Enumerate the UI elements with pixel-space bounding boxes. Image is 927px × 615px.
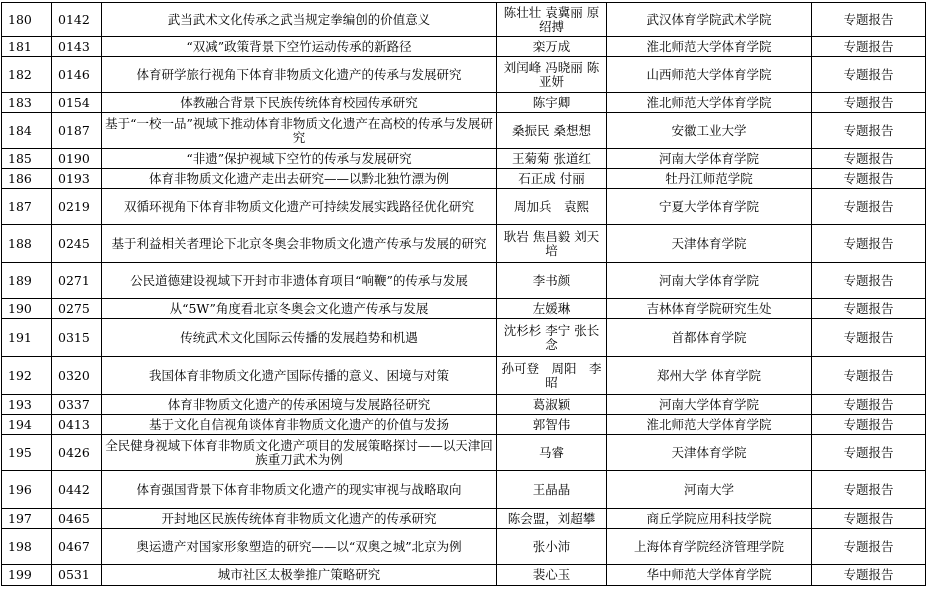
table-row xyxy=(2,169,926,189)
paper-authors: 周加兵 袁熙 xyxy=(497,189,607,225)
table-row xyxy=(2,529,926,565)
paper-authors: 耿岩 焦昌毅 刘天培 xyxy=(497,225,607,263)
paper-authors: 张小沛 xyxy=(497,529,607,565)
paper-code: 0320 xyxy=(52,357,102,395)
row-number: 182 xyxy=(2,57,52,93)
paper-code: 0142 xyxy=(52,3,102,37)
paper-code: 0442 xyxy=(52,471,102,509)
paper-affiliation: 河南大学 xyxy=(607,471,812,509)
table-row xyxy=(2,509,926,529)
report-type: 专题报告 xyxy=(812,415,926,435)
row-number: 196 xyxy=(2,471,52,509)
paper-code: 0193 xyxy=(52,169,102,189)
paper-list-table xyxy=(1,2,926,586)
report-type: 专题报告 xyxy=(812,113,926,149)
paper-affiliation: 宁夏大学体育学院 xyxy=(607,189,812,225)
row-number: 193 xyxy=(2,395,52,415)
paper-title: “双减”政策背景下空竹运动传承的新路径 xyxy=(102,37,497,57)
paper-authors: 刘闰峰 冯晓丽 陈亚妍 xyxy=(497,57,607,93)
paper-affiliation: 华中师范大学体育学院 xyxy=(607,565,812,586)
paper-code: 0245 xyxy=(52,225,102,263)
row-number: 186 xyxy=(2,169,52,189)
paper-affiliation: 淮北师范大学体育学院 xyxy=(607,415,812,435)
row-number: 198 xyxy=(2,529,52,565)
paper-authors: 葛淑颖 xyxy=(497,395,607,415)
row-number: 189 xyxy=(2,263,52,299)
table-row xyxy=(2,149,926,169)
paper-affiliation: 天津体育学院 xyxy=(607,225,812,263)
row-number: 184 xyxy=(2,113,52,149)
paper-title: 全民健身视域下体育非物质文化遗产项目的发展策略探讨——以天津回族重刀武术为例 xyxy=(102,435,497,471)
row-number: 190 xyxy=(2,299,52,319)
table-row xyxy=(2,93,926,113)
paper-code: 0315 xyxy=(52,319,102,357)
paper-authors: 左媛琳 xyxy=(497,299,607,319)
paper-title: 基于文化自信视角谈体育非物质文化遗产的价值与发扬 xyxy=(102,415,497,435)
paper-affiliation: 牡丹江师范学院 xyxy=(607,169,812,189)
paper-affiliation: 河南大学体育学院 xyxy=(607,395,812,415)
paper-authors: 桑振民 桑想想 xyxy=(497,113,607,149)
paper-authors: 李书颜 xyxy=(497,263,607,299)
paper-title: 我国体育非物质文化遗产国际传播的意义、困境与对策 xyxy=(102,357,497,395)
table-row xyxy=(2,37,926,57)
paper-title: 基于“一校一品”视域下推动体育非物质文化遗产在高校的传承与发展研究 xyxy=(102,113,497,149)
report-type: 专题报告 xyxy=(812,565,926,586)
table-row xyxy=(2,299,926,319)
paper-code: 0531 xyxy=(52,565,102,586)
report-type: 专题报告 xyxy=(812,509,926,529)
row-number: 183 xyxy=(2,93,52,113)
paper-title: 城市社区太极拳推广策略研究 xyxy=(102,565,497,586)
paper-authors: 郭智伟 xyxy=(497,415,607,435)
row-number: 191 xyxy=(2,319,52,357)
report-type: 专题报告 xyxy=(812,357,926,395)
paper-code: 0219 xyxy=(52,189,102,225)
paper-affiliation: 天津体育学院 xyxy=(607,435,812,471)
paper-authors: 裴心玉 xyxy=(497,565,607,586)
paper-affiliation: 武汉体育学院武术学院 xyxy=(607,3,812,37)
paper-code: 0143 xyxy=(52,37,102,57)
report-type: 专题报告 xyxy=(812,299,926,319)
row-number: 192 xyxy=(2,357,52,395)
report-type: 专题报告 xyxy=(812,225,926,263)
report-type: 专题报告 xyxy=(812,435,926,471)
paper-affiliation: 上海体育学院经济管理学院 xyxy=(607,529,812,565)
paper-authors: 陈会盟，刘超攀 xyxy=(497,509,607,529)
table-body xyxy=(2,3,926,586)
paper-title: 基于利益相关者理论下北京冬奥会非物质文化遗产传承与发展的研究 xyxy=(102,225,497,263)
paper-authors: 石正成 付丽 xyxy=(497,169,607,189)
paper-affiliation: 河南大学体育学院 xyxy=(607,149,812,169)
paper-affiliation: 山西师范大学体育学院 xyxy=(607,57,812,93)
paper-code: 0413 xyxy=(52,415,102,435)
paper-affiliation: 首都体育学院 xyxy=(607,319,812,357)
paper-title: 奥运遗产对国家形象塑造的研究——以“双奥之城”北京为例 xyxy=(102,529,497,565)
report-type: 专题报告 xyxy=(812,395,926,415)
paper-title: “非遗”保护视域下空竹的传承与发展研究 xyxy=(102,149,497,169)
table-row xyxy=(2,435,926,471)
report-type: 专题报告 xyxy=(812,189,926,225)
paper-title: 武当武术文化传承之武当规定拳编创的价值意义 xyxy=(102,3,497,37)
row-number: 199 xyxy=(2,565,52,586)
paper-authors: 沈杉杉 李宁 张长念 xyxy=(497,319,607,357)
paper-title: 传统武术文化国际云传播的发展趋势和机遇 xyxy=(102,319,497,357)
paper-authors: 陈宇卿 xyxy=(497,93,607,113)
paper-code: 0337 xyxy=(52,395,102,415)
report-type: 专题报告 xyxy=(812,93,926,113)
table-row xyxy=(2,357,926,395)
table-row xyxy=(2,319,926,357)
table-row xyxy=(2,471,926,509)
paper-affiliation: 吉林体育学院研究生处 xyxy=(607,299,812,319)
paper-authors: 王晶晶 xyxy=(497,471,607,509)
report-type: 专题报告 xyxy=(812,3,926,37)
table-row xyxy=(2,263,926,299)
table-row xyxy=(2,57,926,93)
table-row xyxy=(2,3,926,37)
paper-affiliation: 商丘学院应用科技学院 xyxy=(607,509,812,529)
report-type: 专题报告 xyxy=(812,471,926,509)
paper-title: 体教融合背景下民族传统体育校园传承研究 xyxy=(102,93,497,113)
row-number: 195 xyxy=(2,435,52,471)
row-number: 180 xyxy=(2,3,52,37)
row-number: 181 xyxy=(2,37,52,57)
paper-affiliation: 淮北师范大学体育学院 xyxy=(607,37,812,57)
paper-code: 0271 xyxy=(52,263,102,299)
table-row xyxy=(2,189,926,225)
report-type: 专题报告 xyxy=(812,529,926,565)
table-row xyxy=(2,395,926,415)
paper-authors: 陈壮壮 袁冀丽 原绍搏 xyxy=(497,3,607,37)
paper-code: 0467 xyxy=(52,529,102,565)
paper-authors: 栾万成 xyxy=(497,37,607,57)
paper-code: 0275 xyxy=(52,299,102,319)
paper-title: 开封地区民族传统体育非物质文化遗产的传承研究 xyxy=(102,509,497,529)
paper-authors: 马睿 xyxy=(497,435,607,471)
paper-affiliation: 河南大学体育学院 xyxy=(607,263,812,299)
paper-code: 0146 xyxy=(52,57,102,93)
row-number: 185 xyxy=(2,149,52,169)
report-type: 专题报告 xyxy=(812,37,926,57)
row-number: 188 xyxy=(2,225,52,263)
paper-authors: 王菊菊 张道红 xyxy=(497,149,607,169)
report-type: 专题报告 xyxy=(812,169,926,189)
table-row xyxy=(2,565,926,586)
paper-title: 从“5W”角度看北京冬奥会文化遗产传承与发展 xyxy=(102,299,497,319)
paper-affiliation: 安徽工业大学 xyxy=(607,113,812,149)
paper-affiliation: 郑州大学 体育学院 xyxy=(607,357,812,395)
paper-code: 0154 xyxy=(52,93,102,113)
paper-code: 0426 xyxy=(52,435,102,471)
table-row xyxy=(2,225,926,263)
paper-title: 双循环视角下体育非物质文化遗产可持续发展实践路径优化研究 xyxy=(102,189,497,225)
report-type: 专题报告 xyxy=(812,57,926,93)
report-type: 专题报告 xyxy=(812,263,926,299)
paper-title: 公民道德建设视域下开封市非遗体育项目“响鞭”的传承与发展 xyxy=(102,263,497,299)
paper-code: 0187 xyxy=(52,113,102,149)
paper-authors: 孙可登 周阳 李昭 xyxy=(497,357,607,395)
table-row xyxy=(2,113,926,149)
table-row xyxy=(2,415,926,435)
report-type: 专题报告 xyxy=(812,149,926,169)
report-type: 专题报告 xyxy=(812,319,926,357)
paper-title: 体育强国背景下体育非物质文化遗产的现实审视与战略取向 xyxy=(102,471,497,509)
paper-affiliation: 淮北师范大学体育学院 xyxy=(607,93,812,113)
row-number: 187 xyxy=(2,189,52,225)
paper-code: 0465 xyxy=(52,509,102,529)
paper-code: 0190 xyxy=(52,149,102,169)
paper-title: 体育研学旅行视角下体育非物质文化遗产的传承与发展研究 xyxy=(102,57,497,93)
row-number: 194 xyxy=(2,415,52,435)
paper-title: 体育非物质文化遗产的传承困境与发展路径研究 xyxy=(102,395,497,415)
paper-title: 体育非物质文化遗产走出去研究——以黔北独竹漂为例 xyxy=(102,169,497,189)
row-number: 197 xyxy=(2,509,52,529)
